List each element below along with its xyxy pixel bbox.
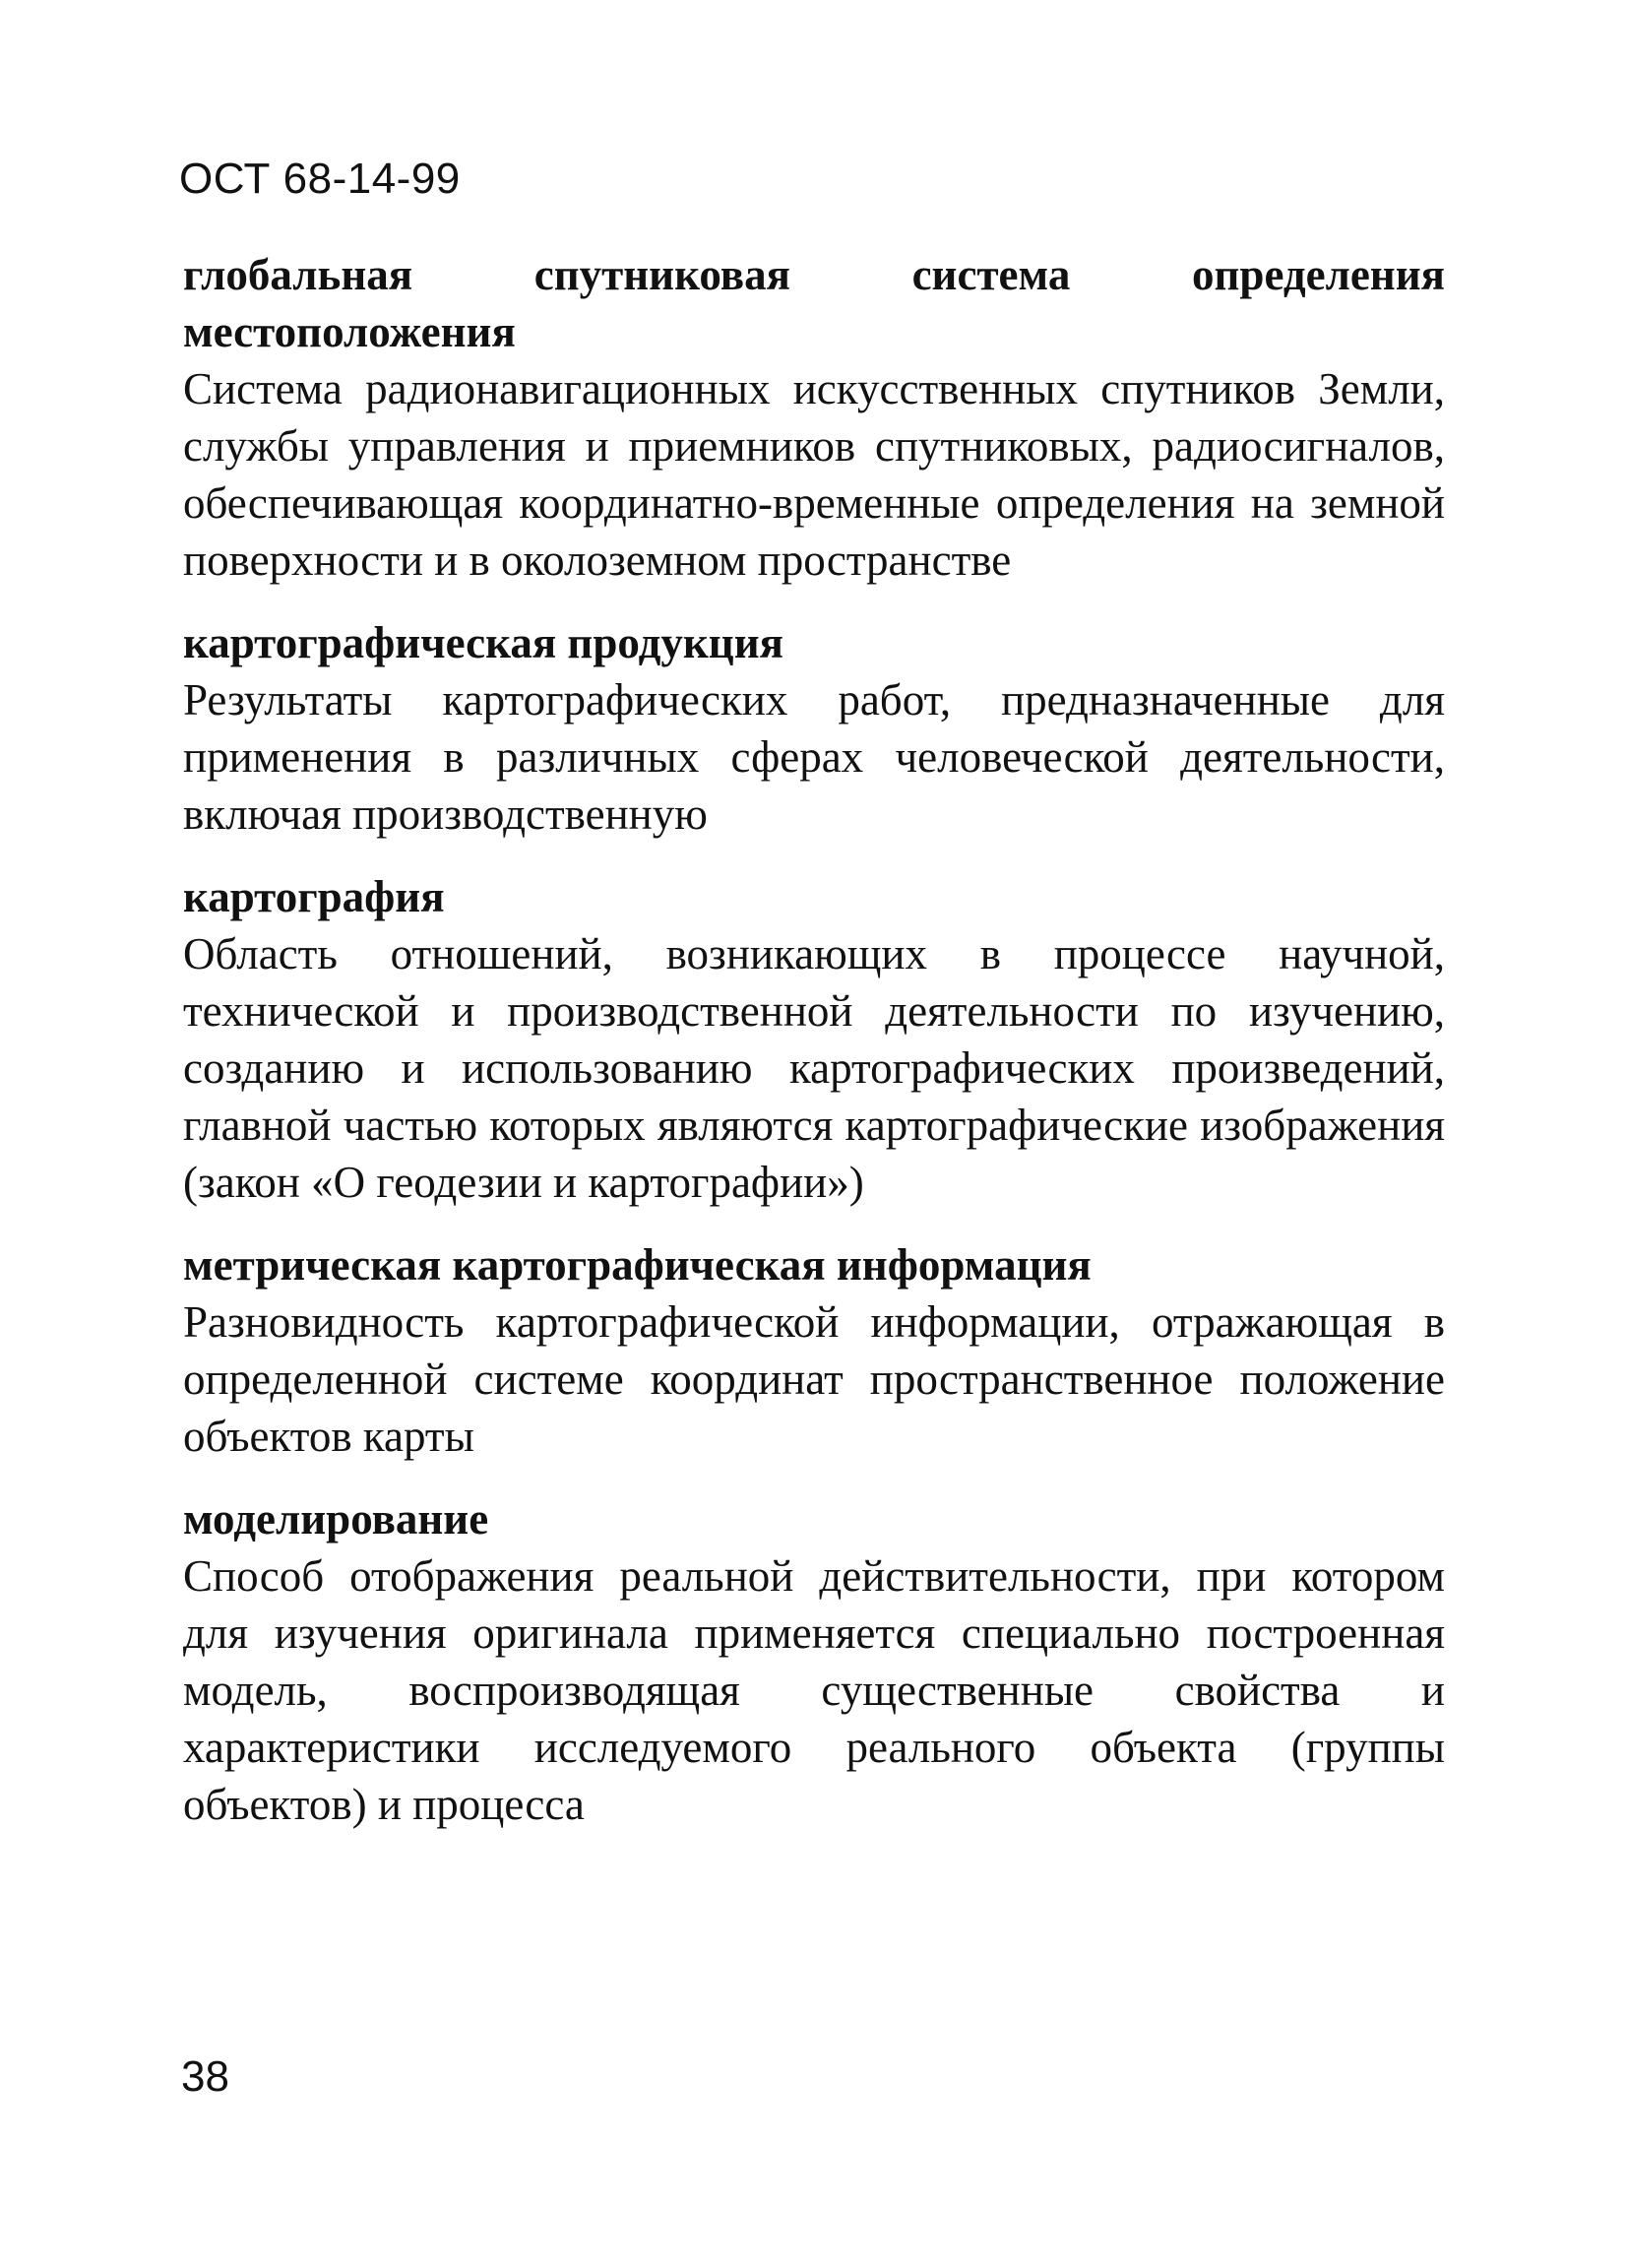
glossary-term: моделирование: [183, 1494, 489, 1544]
glossary-entry: [183, 246, 1445, 589]
glossary-definition: Система радионавигационных искусственных спутников Земли, службы управления и приемников спутниковых, радиосигналов, обеспечивающая координатно-временные определения на земной поверхности и в околоземном пространстве: [183, 364, 1445, 585]
glossary-entry: [183, 1490, 1445, 1833]
standard-code-header: ОСТ 68-14-99: [179, 155, 461, 203]
glossary-definition: Результаты картографических работ, предназначенные для применения в различных сферах человеческой деятельности, включая производственную: [183, 675, 1445, 839]
glossary-definition: Способ отображения реальной действительности, при котором для изучения оригинала применяется специально построенная модель, воспроизводящая существенные свойства и характеристики исследуемого реального объекта (группы объектов) и процесса: [183, 1551, 1445, 1829]
glossary-content: [183, 246, 1445, 1858]
glossary-entry: [183, 1236, 1445, 1465]
glossary-entry: [183, 614, 1445, 843]
glossary-definition: Область отношений, возникающих в процессе научной, технической и производственной деятельности по изучению, созданию и использованию картографических произведений, главной частью которых являются картографические изображения (закон «О геодезии и картографии»): [183, 929, 1445, 1207]
page-number: 38: [181, 2052, 229, 2101]
glossary-definition: Разновидность картографической информации, отражающая в определенной системе координат пространственное положение объектов карты: [183, 1297, 1445, 1461]
glossary-term: метрическая картографическая информация: [183, 1240, 1092, 1290]
glossary-term: картография: [183, 872, 445, 921]
glossary-term: глобальная спутниковая система определения местоположения: [183, 250, 1445, 356]
glossary-term: картографическая продукция: [183, 618, 783, 667]
glossary-entry: [183, 868, 1445, 1211]
